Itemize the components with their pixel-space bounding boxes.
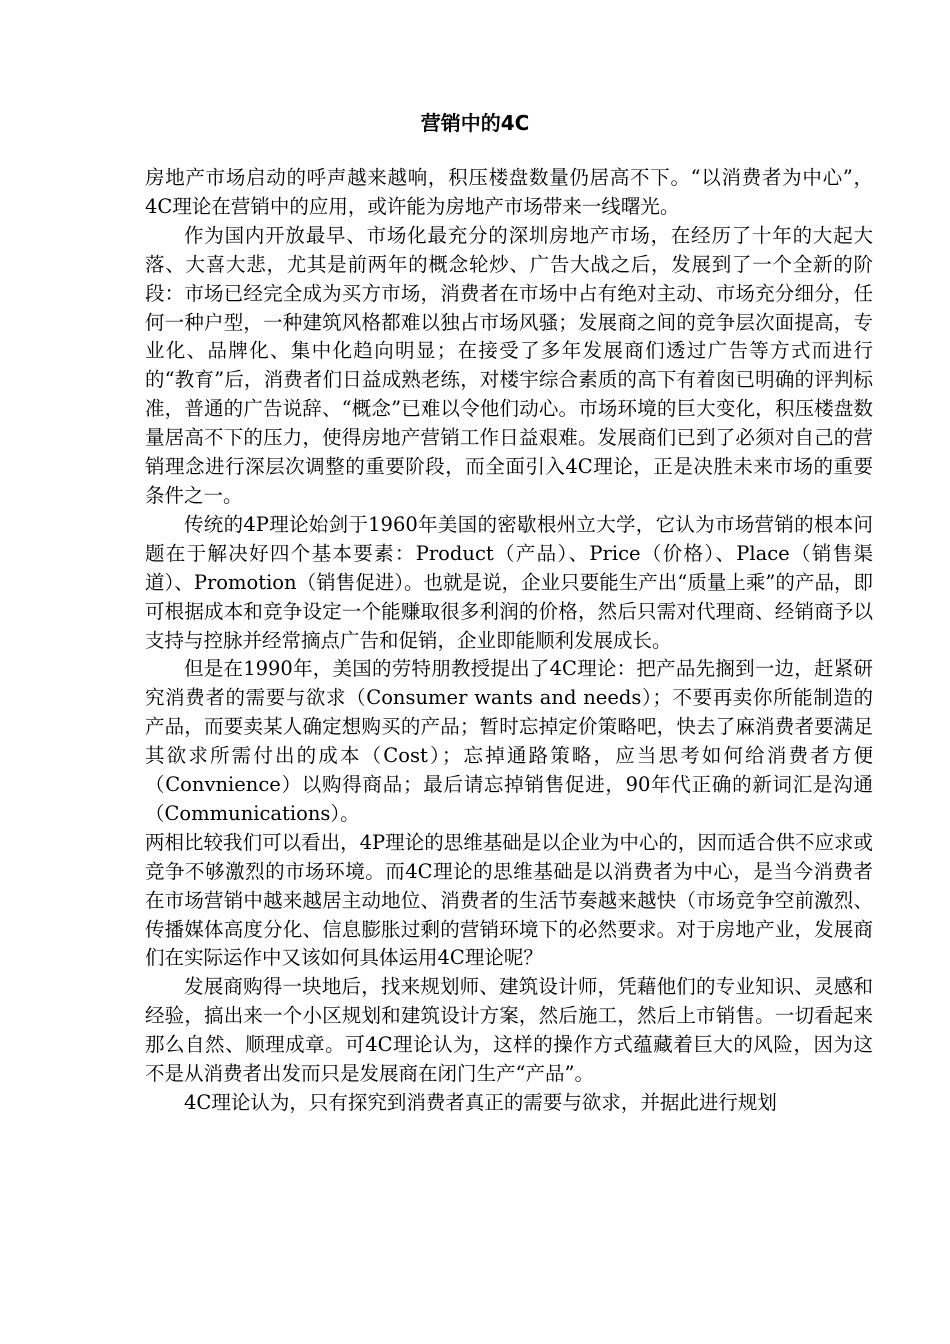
paragraph: 4C理论认为，只有探究到消费者真正的需要与欲求，并据此进行规划	[184, 1091, 777, 1114]
document-title: 营销中的4C	[420, 111, 530, 135]
paragraph: 传统的4P理论始剑于1960年美国的密歇根州立大学，它认为市场营销的根本问题在于解决好四个基本要素：Product（产品）、Price（价格）、Place（销售渠道）、Promotion（销售促进）。也就是说，企业只要能生产出“质量上乘”的产品，即可根据成本和竞争设定一个能赚取很多利润的价格，然后只需对代理商、经销商予以支持与控脉并经常摘点广告和促销，企业即能顺利发展成长。	[145, 512, 873, 652]
paragraph: 房地产市场启动的呼声越来越响，积压楼盘数量仍居高不下。“以消费者为中心”，4C理论在营销中的应用，或许能为房地产市场带来一线曙光。	[145, 166, 873, 218]
paragraph: 两相比较我们可以看出，4P理论的思维基础是以企业为中心的，因而适合供不应求或竞争不够激烈的市场环境。而4C理论的思维基础是以消费者为中心，是当今消费者在市场营销中越来越居主动地位、消费者的生活节奏越来越快（市场竞争空前激烈、传播媒体高度分化、信息膨胀过剩的营销环境下的必然要求。对于房地产业，发展商们在实际运作中又该如何具体运用4C理论呢？	[145, 830, 873, 970]
paragraph: 但是在1990年，美国的劳特朋教授提出了4C理论：把产品先搁到一边，赶紧研究消费者的需要与欲求（Consumer wants and needs）；不要再卖你所能制造的产品，而要卖某人确定想购买的产品；暂时忘掉定价策略吧，快去了麻消费者要满足其欲求所需付出的成本（Cost）；忘掉通路策略，应当思考如何给消费者方便（Convnience）以购得商品；最后请忘掉销售促进，90年代正确的新词汇是沟通（Communications）。	[145, 657, 873, 825]
paragraph: 作为国内开放最早、市场化最充分的深圳房地产市场，在经历了十年的大起大落、大喜大悲，尤其是前两年的概念轮炒、广告大战之后，发展到了一个全新的阶段：市场已经完全成为买方市场，消费者在市场中占有绝对主动、市场充分细分，任何一种户型，一种建筑风格都难以独占市场风骚；发展商之间的竞争层次面提高，专业化、品牌化、集中化趋向明显；在接受了多年发展商们透过广告等方式而进行的“教育”后，消费者们日益成熟老练，对楼宇综合素质的高下有着囱已明确的评判标准，普通的广告说辞、“概念”已难以令他们动心。市场环境的巨大变化，积压楼盘数量居高不下的压力，使得房地产营销工作日益艰难。发展商们已到了必须对自己的营销理念进行深层次调整的重要阶段，而全面引入4C理论，正是决胜未来市场的重要条件之一。	[145, 223, 873, 507]
document-body	[145, 164, 873, 1118]
paragraph: 发展商购得一块地后，找来规划师、建筑设计师，凭藉他们的专业知识、灵感和经验，搞出来一个小区规划和建筑设计方案，然后施工，然后上市销售。一切看起来那么自然、顺理成章。可4C理论认为，这样的操作方式蕴藏着巨大的风险，因为这不是从消费者出发而只是发展商在闭门生产“产品”。	[145, 975, 873, 1086]
